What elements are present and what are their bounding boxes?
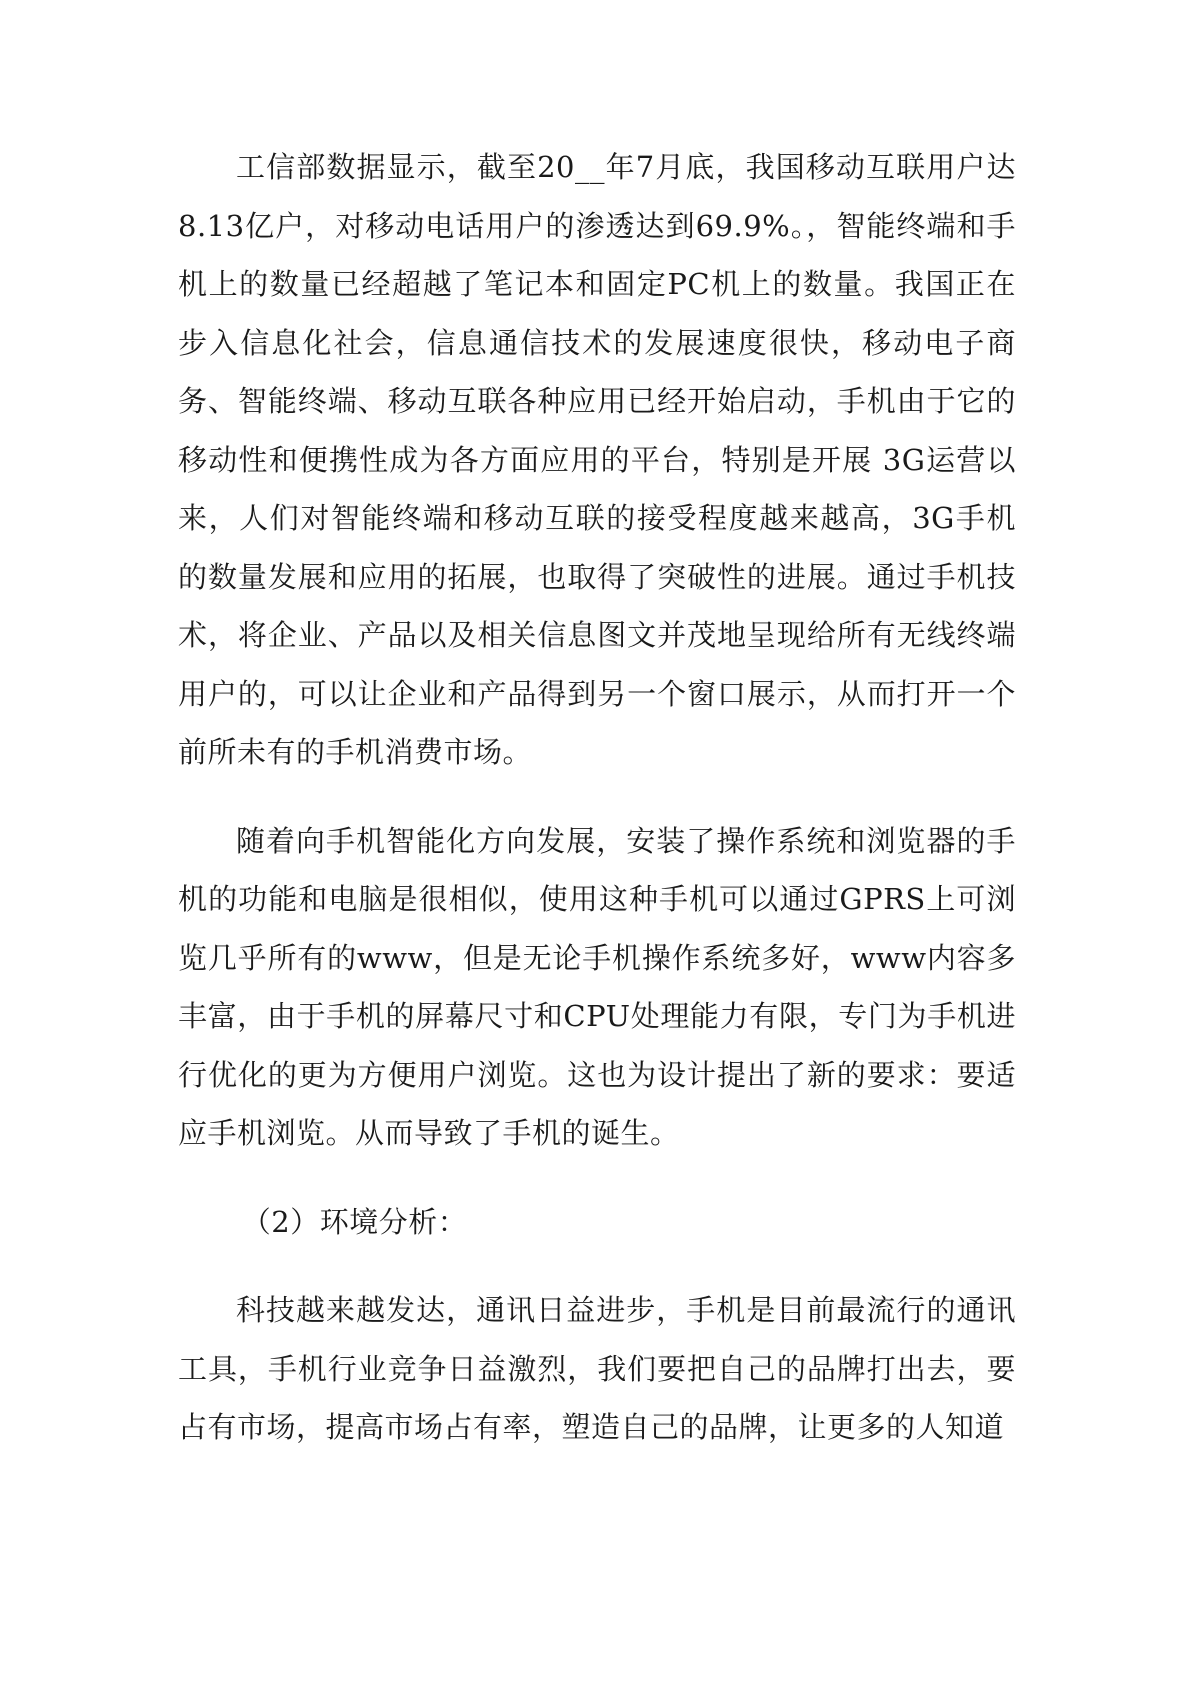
paragraph-mobile-internet: 工信部数据显示，截至20__年7月底，我国移动互联用户达8.13亿户，对移动电话用户的渗透达到69.9%。，智能终端和手机上的数量已经超越了笔记本和固定PC机上的数量。我国正在步入信息化社会，信息通信技术的发展速度很快，移动电子商务、智能终端、移动互联各种应用已经开始启动，手机由于它的移动性和便携性成为各方面应用的平台，特别是开展 3G运营以来，人们对智能终端和移动互联的接受程度越来越高，3G手机的数量发展和应用的拓展，也取得了突破性的进展。通过手机技术，将企业、产品以及相关信息图文并茂地呈现给所有无线终端用户的，可以让企业和产品得到另一个窗口展示，从而打开一个前所未有的手机消费市场。 bbox=[178, 150, 1016, 769]
paragraph-smartphone-browsing: 随着向手机智能化方向发展，安装了操作系统和浏览器的手机的功能和电脑是很相似，使用这种手机可以通过GPRS上可浏览几乎所有的www，但是无论手机操作系统多好，www内容多丰富，由于手机的屏幕尺寸和CPU处理能力有限，专门为手机进行优化的更为方便用户浏览。这也为设计提出了新的要求：要适应手机浏览。从而导致了手机的诞生。 bbox=[178, 823, 1016, 1150]
document-body bbox=[178, 138, 1016, 1457]
paragraph-environment-analysis: 科技越来越发达，通讯日益进步，手机是目前最流行的通讯工具，手机行业竞争日益激烈，我们要把自己的品牌打出去，要占有市场，提高市场占有率，塑造自己的品牌，让更多的人知道 bbox=[178, 1293, 1016, 1444]
section-heading-environment-analysis: （2）环境分析： bbox=[241, 1204, 468, 1239]
